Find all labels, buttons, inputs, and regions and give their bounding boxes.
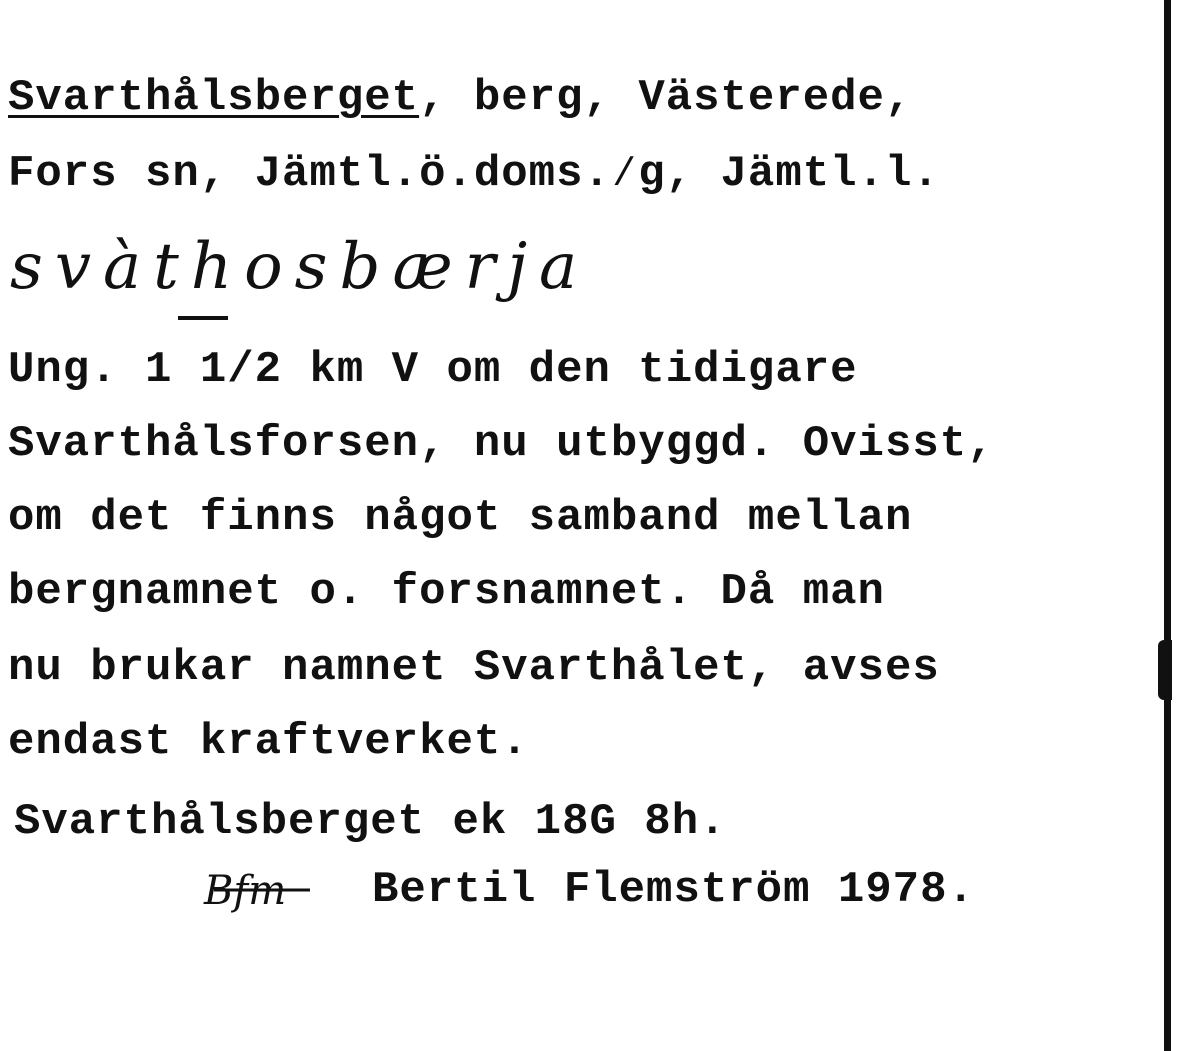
body-line-4: bergnamnet o. forsnamnet. Då man bbox=[8, 567, 885, 617]
body-line-6: endast kraftverket. bbox=[8, 717, 529, 767]
initials-text: Bfm bbox=[204, 868, 287, 914]
body-line-3: om det finns något samband mellan bbox=[8, 493, 913, 543]
card-edge-notch bbox=[1158, 640, 1172, 700]
body-line-2: Svarthålsforsen, nu utbyggd. Ovisst, bbox=[8, 419, 995, 469]
header-rest: , berg, Västerede, bbox=[419, 73, 913, 123]
header-line bbox=[8, 70, 912, 126]
parish-line: Fors sn, Jämtl.ö.doms.⁄g, Jämtl.l. bbox=[8, 149, 940, 199]
signature-line: Bertil Flemström 1978. bbox=[372, 865, 975, 915]
headword: Svarthålsberget bbox=[8, 73, 420, 123]
map-reference: Svarthålsberget ek 18G 8h. bbox=[14, 797, 727, 847]
handwritten-pronunciation bbox=[0, 210, 760, 330]
body-line-5: nu brukar namnet Svarthålet, avses bbox=[8, 643, 940, 693]
body-line-1: Ung. 1 1/2 km V om den tidigare bbox=[8, 345, 858, 395]
pronunciation-text: svàthosbærja bbox=[10, 230, 590, 304]
card-edge bbox=[1164, 0, 1171, 1051]
handwritten-initials bbox=[200, 862, 330, 922]
